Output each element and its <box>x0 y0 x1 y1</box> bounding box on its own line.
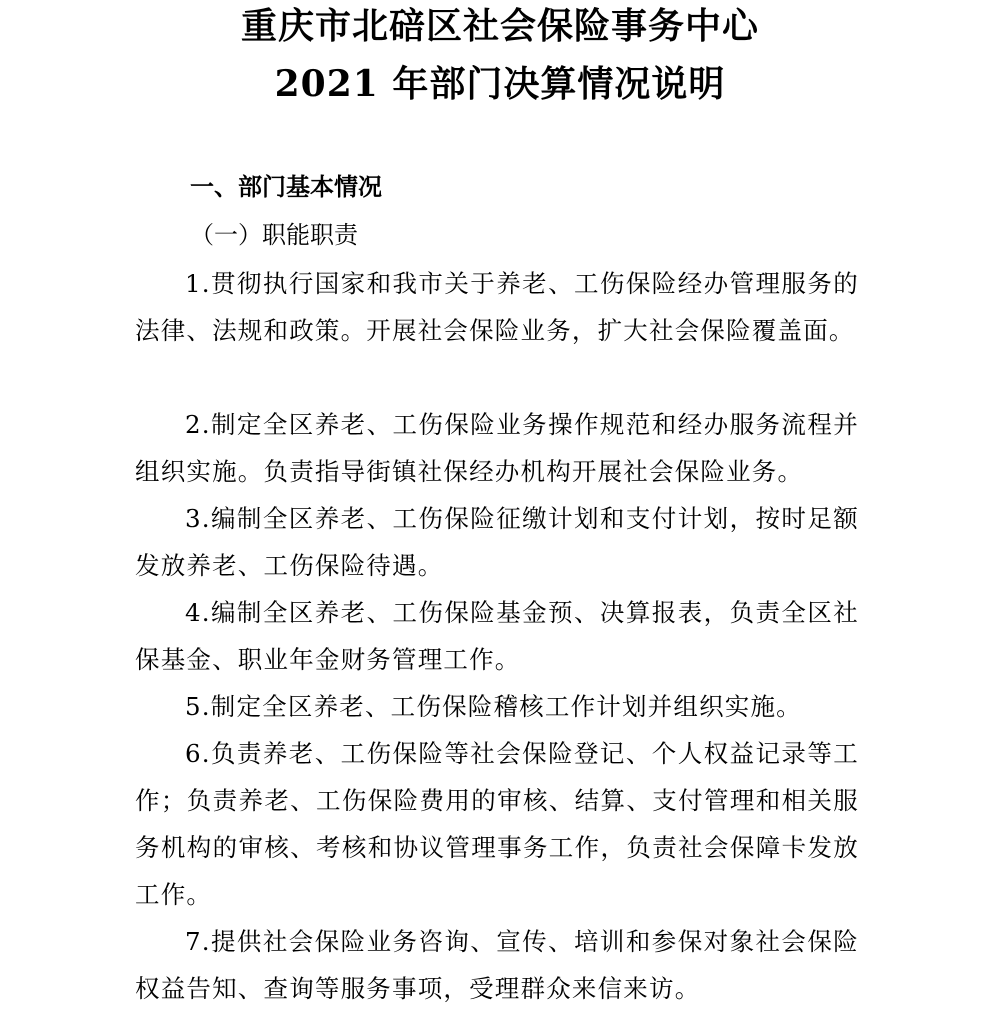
section-heading: 一、部门基本情况 <box>190 172 382 201</box>
duty-paragraph-4: 4.编制全区养老、工伤保险基金预、决算报表，负责全区社保基金、职业年金财务管理工作。 <box>135 598 859 674</box>
duty-paragraph-1: 1.贯彻执行国家和我市关于养老、工伤保险经办管理服务的法律、法规和政策。开展社会保险业务，扩大社会保险覆盖面。 <box>135 269 859 345</box>
duty-paragraph-2: 2.制定全区养老、工伤保险业务操作规范和经办服务流程并组织实施。负责指导街镇社保经办机构开展社会保险业务。 <box>135 410 859 486</box>
duty-paragraph-7: 7.提供社会保险业务咨询、宣传、培训和参保对象社会保险权益告知、查询等服务事项，受理群众来信来访。 <box>135 927 859 1003</box>
document-title-line2: 2021 年部门决算情况说明 <box>274 63 726 105</box>
duty-paragraph-5: 5.制定全区养老、工伤保险稽核工作计划并组织实施。 <box>185 692 802 721</box>
document-title-line1: 重庆市北碚区社会保险事务中心 <box>240 5 759 47</box>
duty-paragraph-6: 6.负责养老、工伤保险等社会保险登记、个人权益记录等工作；负责养老、工伤保险费用的审核、结算、支付管理和相关服务机构的审核、考核和协议管理事务工作，负责社会保障卡发放工作。 <box>135 739 859 909</box>
duty-paragraph-3: 3.编制全区养老、工伤保险征缴计划和支付计划，按时足额发放养老、工伤保险待遇。 <box>135 504 859 580</box>
subsection-heading: （一）职能职责 <box>190 221 358 249</box>
